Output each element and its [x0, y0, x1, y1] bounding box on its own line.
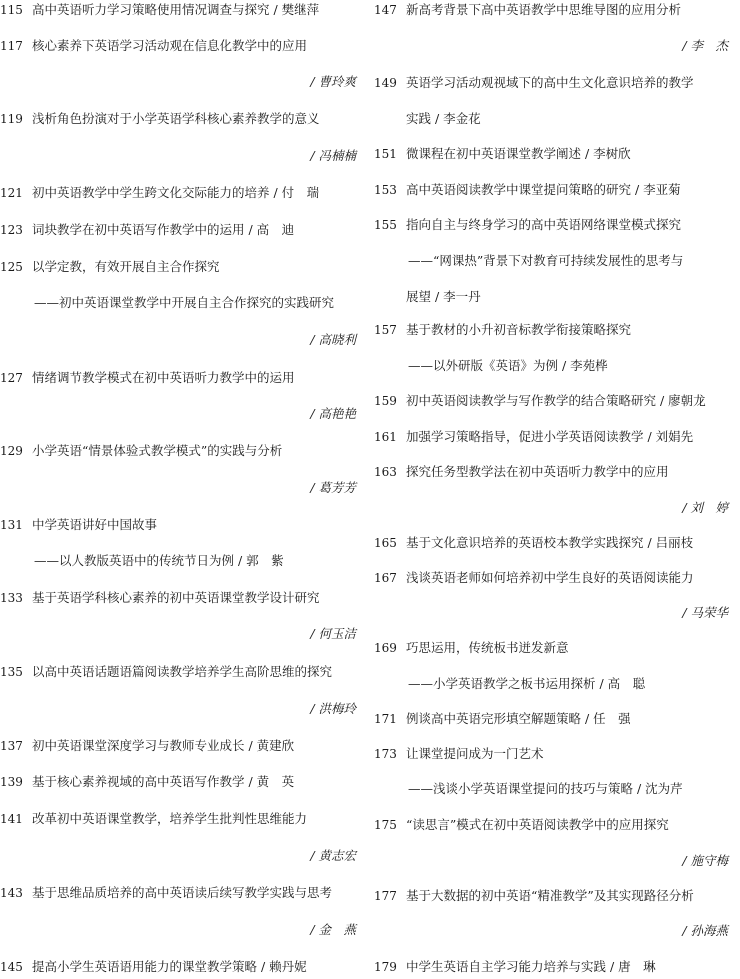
- article-title: 以学定教，有效开展自主合作探究: [32, 259, 220, 274]
- page-number: 173: [374, 747, 397, 761]
- page-number: 153: [374, 183, 397, 197]
- page-number: 145: [0, 960, 23, 974]
- article-title: 基于教材的小升初音标教学衔接策略探究: [406, 322, 632, 337]
- page-number: 131: [0, 518, 23, 532]
- article-title: 基于核心素养视域的高中英语写作教学 / 黄 英: [32, 774, 295, 789]
- page-number: 135: [0, 665, 23, 679]
- article-title: 初中英语教学中学生跨文化交际能力的培养 / 付 瑞: [32, 185, 320, 200]
- article-title: 以高中英语话题语篇阅读教学培养学生高阶思维的探究: [32, 664, 333, 679]
- page-number: 143: [0, 886, 23, 900]
- article-subtitle: ——浅谈小学英语课堂提问的技巧与策略 / 沈为芹: [408, 781, 683, 796]
- article-title: 让课堂提问成为一门艺术: [406, 746, 544, 761]
- page-number: 127: [0, 371, 23, 385]
- article-title: 例谈高中英语完形填空解题策略 / 任 强: [406, 711, 631, 726]
- article-title: 加强学习策略指导，促进小学英语阅读教学 / 刘娟先: [406, 429, 694, 444]
- page-number: 167: [374, 571, 397, 585]
- article-title: 初中英语阅读教学与写作教学的结合策略研究 / 廖朝龙: [406, 393, 706, 408]
- article-subtitle: ——以外研版《英语》为例 / 李苑桦: [408, 358, 608, 373]
- page-number: 117: [0, 39, 23, 53]
- article-author: / 曹玲爽: [310, 74, 356, 89]
- article-subtitle-continued: 展望 / 李一丹: [406, 289, 481, 304]
- page-number: 125: [0, 260, 23, 274]
- article-author: / 刘 婷: [682, 500, 728, 515]
- article-title: 巧思运用，传统板书迸发新意: [406, 640, 569, 655]
- article-author: / 施守梅: [682, 853, 728, 868]
- page-number: 133: [0, 591, 23, 605]
- article-author: / 何玉洁: [310, 626, 356, 641]
- article-title: 核心素养下英语学习活动观在信息化教学中的应用: [32, 38, 308, 53]
- article-title: 初中英语课堂深度学习与教师专业成长 / 黄建欣: [32, 738, 295, 753]
- article-title: 新高考背景下高中英语教学中思维导图的应用分析: [406, 2, 682, 17]
- article-title: 基于大数据的初中英语“精准教学”及其实现路径分析: [406, 888, 694, 903]
- page-number: 175: [374, 818, 397, 832]
- article-title: 提高小学生英语语用能力的课堂教学策略 / 赖丹妮: [32, 959, 307, 974]
- page-number: 151: [374, 147, 397, 161]
- article-author: / 高晓利: [310, 332, 356, 347]
- article-author: / 冯楠楠: [310, 148, 356, 163]
- article-title: 基于英语学科核心素养的初中英语课堂教学设计研究: [32, 590, 320, 605]
- article-title: 高中英语听力学习策略使用情况调查与探究 / 樊继萍: [32, 2, 320, 17]
- article-author: / 黄志宏: [310, 848, 356, 863]
- article-title: 微课程在初中英语课堂教学阐述 / 李树欣: [406, 146, 631, 161]
- page-number: 179: [374, 960, 397, 974]
- article-title: 指向自主与终身学习的高中英语网络课堂模式探究: [406, 217, 682, 232]
- article-subtitle: ——小学英语教学之板书运用探析 / 高 聪: [408, 676, 646, 691]
- article-subtitle: ——初中英语课堂教学中开展自主合作探究的实践研究: [34, 295, 335, 310]
- article-title: 高中英语阅读教学中课堂提问策略的研究 / 李亚菊: [406, 182, 681, 197]
- page-number: 163: [374, 465, 397, 479]
- article-title: “读思言”模式在初中英语阅读教学中的应用探究: [406, 817, 669, 832]
- article-title: 小学英语“情景体验式教学模式”的实践与分析: [32, 443, 283, 458]
- article-title-continued: 实践 / 李金花: [406, 111, 481, 126]
- page-number: 123: [0, 223, 23, 237]
- article-title: 情绪调节教学模式在初中英语听力教学中的运用: [32, 370, 295, 385]
- page-number: 171: [374, 712, 397, 726]
- article-title: 基于思维品质培养的高中英语读后续写教学实践与思考: [32, 885, 333, 900]
- article-title: 基于文化意识培养的英语校本教学实践探究 / 吕丽枝: [406, 535, 694, 550]
- page-number: 161: [374, 430, 397, 444]
- page-number: 177: [374, 889, 397, 903]
- article-title: 探究任务型教学法在初中英语听力教学中的应用: [406, 464, 669, 479]
- article-title: 英语学习活动观视域下的高中生文化意识培养的教学: [406, 75, 694, 90]
- article-author: / 洪梅玲: [310, 701, 356, 716]
- article-title: 浅谈英语老师如何培养初中学生良好的英语阅读能力: [406, 570, 694, 585]
- page-number: 119: [0, 112, 23, 126]
- article-author: / 孙海燕: [682, 923, 728, 938]
- page-number: 159: [374, 394, 397, 408]
- page-number: 115: [0, 3, 23, 17]
- page-number: 137: [0, 739, 23, 753]
- article-title: 词块教学在初中英语写作教学中的运用 / 高 迪: [32, 222, 295, 237]
- article-author: / 马荣华: [682, 605, 728, 620]
- article-title: 浅析角色扮演对于小学英语学科核心素养教学的意义: [32, 111, 320, 126]
- page-number: 121: [0, 186, 23, 200]
- article-author: / 葛芳芳: [310, 480, 356, 495]
- article-subtitle: ——以人教版英语中的传统节日为例 / 郭 紫: [34, 553, 284, 568]
- article-title: 中学生英语自主学习能力培养与实践 / 唐 琳: [406, 959, 656, 974]
- article-subtitle: ——“网课热”背景下对教育可持续发展性的思考与: [408, 253, 684, 268]
- page-number: 129: [0, 444, 23, 458]
- article-author: / 李 杰: [682, 38, 728, 53]
- page-number: 139: [0, 775, 23, 789]
- page-number: 155: [374, 218, 397, 232]
- article-title: 改革初中英语课堂教学，培养学生批判性思维能力: [32, 811, 308, 826]
- page-number: 157: [374, 323, 397, 337]
- page-number: 141: [0, 812, 23, 826]
- page-number: 169: [374, 641, 397, 655]
- page-number: 165: [374, 536, 397, 550]
- article-title: 中学英语讲好中国故事: [32, 517, 158, 532]
- article-author: / 高艳艳: [310, 406, 356, 421]
- page-number: 147: [374, 3, 397, 17]
- article-author: / 金 燕: [310, 922, 356, 937]
- page-number: 149: [374, 76, 397, 90]
